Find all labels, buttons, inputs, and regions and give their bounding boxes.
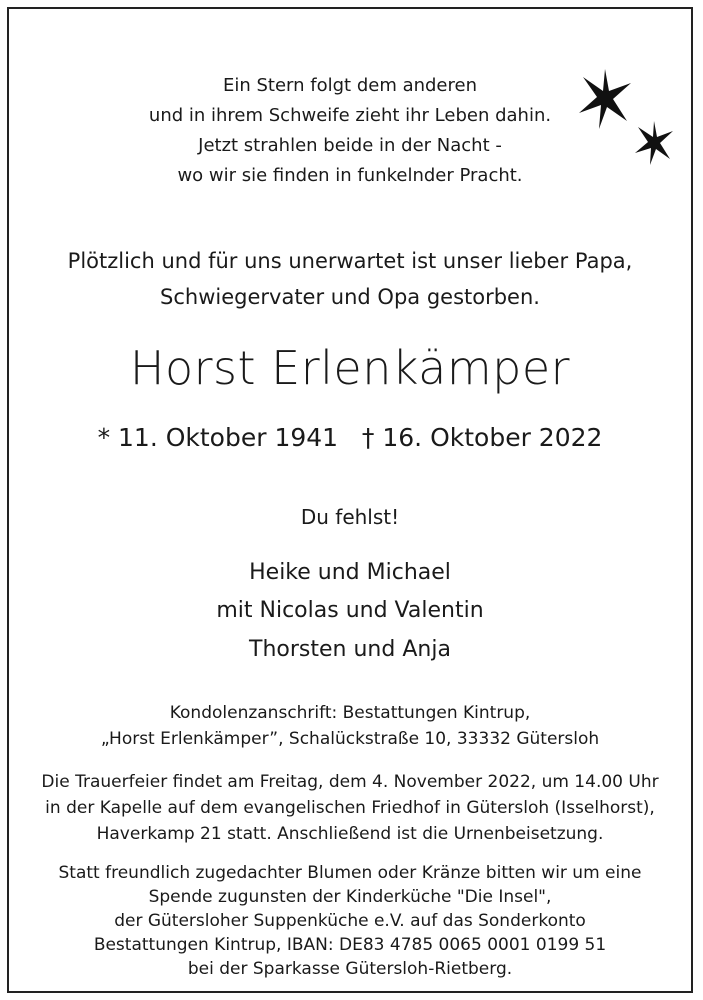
donation-line: bei der Sparkasse Gütersloh-Rietberg. [187, 959, 513, 979]
funeral-line: in der Kapelle auf dem evangelischen Friedhof in Gütersloh (Isselhorst), [45, 798, 655, 818]
donation-line: Bestattungen Kintrup, IBAN: DE83 4785 0065 0001 0199 51 [93, 935, 607, 955]
donation-line: Spende zugunsten der Kinderküche "Die Insel", [148, 887, 552, 907]
donation-line: der Gütersloher Suppenküche e.V. auf das Sonderkonto [114, 911, 586, 931]
birth-date: * 11. Oktober 1941 [97, 423, 339, 452]
poem-line: Ein Stern folgt dem anderen [222, 75, 477, 96]
donation-line: Statt freundlich zugedachter Blumen oder Kränze bitten wir um eine [58, 863, 642, 883]
obituary-notice [7, 7, 693, 993]
life-dates [9, 423, 691, 452]
death-date: † 16. Oktober 2022 [361, 423, 603, 452]
condolence-line: „Horst Erlenkämper”, Schalückstraße 10, 33332 Gütersloh [100, 729, 600, 749]
family-line: Thorsten und Anja [249, 637, 451, 662]
poem-line: Jetzt strahlen beide in der Nacht - [198, 135, 502, 156]
condolence-line: Kondolenzanschrift: Bestattungen Kintrup, [169, 703, 531, 723]
farewell-line: Du fehlst! [300, 505, 400, 529]
deceased-name: Horst Erlenkämper [129, 341, 571, 395]
intro-line: Plötzlich und für uns unerwartet ist unser lieber Papa, [67, 249, 633, 273]
intro-line: Schwiegervater und Opa gestorben. [160, 285, 540, 309]
family-line: mit Nicolas und Valentin [216, 598, 484, 623]
family-line: Heike und Michael [249, 560, 451, 585]
poem-line: wo wir sie finden in funkelnder Pracht. [177, 165, 523, 186]
funeral-line: Die Trauerfeier findet am Freitag, dem 4. November 2022, um 14.00 Uhr [41, 772, 659, 792]
funeral-line: Haverkamp 21 statt. Anschließend ist die Urnenbeisetzung. [96, 824, 604, 844]
poem-line: und in ihrem Schweife zieht ihr Leben dahin. [148, 105, 552, 126]
